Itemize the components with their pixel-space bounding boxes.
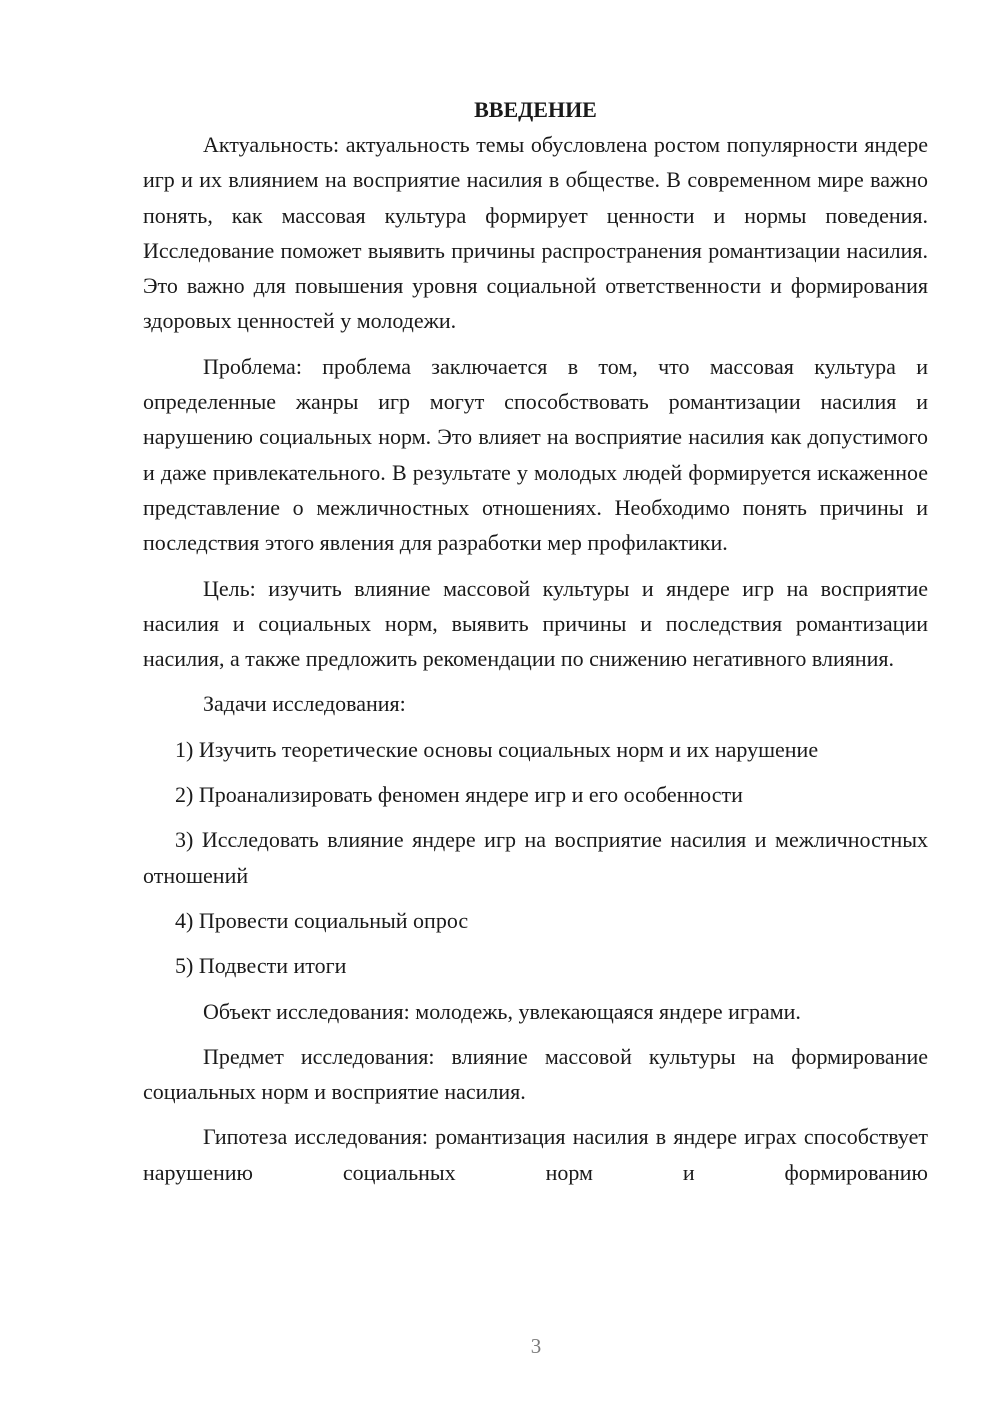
paragraph-subject: Предмет исследования: влияние массовой культуры на формирование социальных норм и восприятие насилия. [143,1043,928,1105]
task-item-3: 3) Исследовать влияние яндере игр на восприятие насилия и межличностных отношений [143,827,928,888]
tasks-heading: Задачи исследования: [203,691,406,717]
task-item-4: 4) Провести социальный опрос [175,907,469,933]
paragraph-hypothesis: Гипотеза исследования: романтизация насилия в яндере играх способствует нарушению социальных норм и формированию [143,1124,928,1185]
page-number: 3 [530,1334,542,1358]
task-item-5: 5) Подвести итоги [175,953,347,979]
page-title: ВВЕДЕНИЕ [474,97,597,122]
paragraph-goal: Цель: изучить влияние массовой культуры и яндере игр на восприятие насилия и социальных норм, выявить причины и последствия романтизации насилия, а также предложить рекомендации по снижению негативного влияния. [143,575,928,672]
paragraph-relevance: Актуальность: актуальность темы обусловлена ростом популярности яндере игр и их влиянием на восприятие насилия в обществе. В современном мире важно понять, как массовая культура формирует ценности и нормы поведения. Исследование поможет выявить причины распространения романтизации насилия. Это важно для повышения уровня социальной ответственности и формирования здоровых ценностей у молодежи. [143,132,928,334]
task-item-2: 2) Проанализировать феномен яндере игр и его особенности [175,782,743,808]
paragraph-object: Объект исследования: молодежь, увлекающаяся яндере играми. [203,998,801,1024]
paragraph-problem: Проблема: проблема заключается в том, что массовая культура и определенные жанры игр могут способствовать романтизации насилия и нарушению социальных норм. Это влияет на восприятие насилия как допустимого и даже привлекательного. В результате у молодых людей формируется искаженное представление о межличностных отношениях. Необходимо понять причины и последствия этого явления для разработки мер профилактики. [143,353,928,556]
task-item-1: 1) Изучить теоретические основы социальных норм и их нарушение [175,736,819,762]
document-page [143,92,928,1200]
